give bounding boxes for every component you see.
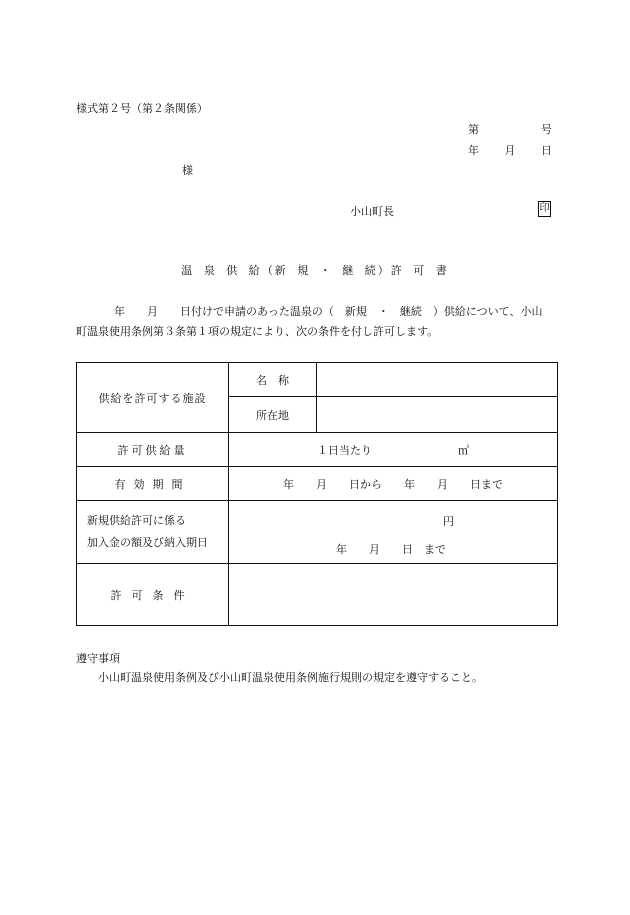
table-row-period <box>77 467 558 501</box>
seal-mark: 印 <box>538 201 551 217</box>
fee-label <box>77 501 229 564</box>
table-row-conditions <box>77 564 558 626</box>
doc-number-prefix: 第 <box>468 123 479 136</box>
compliance-title: 遵守事項 <box>76 652 120 665</box>
amount-prefix: １日当たり <box>317 443 372 457</box>
name-value <box>317 363 558 397</box>
period-value: 年 月 日から 年 月 日まで <box>229 467 558 501</box>
doc-number-suffix: 号 <box>541 123 552 136</box>
body-line-1: 年 月 日付けで申請のあった温泉の（ 新規 ・ 継続 ）供給について、小山 <box>114 305 543 318</box>
addressee-suffix: 様 <box>182 164 193 177</box>
facility-label: 供給を許可する施設 <box>77 363 229 433</box>
document-number-line <box>468 121 552 137</box>
body-paragraph <box>76 302 558 342</box>
amount-unit: ㎥ <box>458 443 469 457</box>
compliance-text: 小山町温泉使用条例及び小山町温泉使用条例施行規則の規定を遵守すること。 <box>98 671 483 684</box>
fee-date: 年 月 日 まで <box>336 543 446 556</box>
name-label: 名 称 <box>229 363 317 397</box>
body-line-2: 町温泉使用条例第３条第１項の規定により、次の条件を付し許可します。 <box>76 325 439 338</box>
fee-value <box>229 501 558 564</box>
conditions-value <box>229 564 558 626</box>
table-row-facility-name <box>77 363 558 397</box>
address-label: 所在地 <box>229 397 317 433</box>
fee-label-line-1: 新規供給許可に係る <box>87 514 186 527</box>
date-year: 年 <box>468 144 479 157</box>
permit-table <box>76 362 558 626</box>
document-title: 温 泉 供 給（新 規 ・ 継 続）許 可 書 <box>181 264 449 277</box>
form-number: 様式第２号（第２条関係） <box>76 102 208 115</box>
date-day: 日 <box>541 144 552 157</box>
document-date-line <box>468 142 552 158</box>
conditions-label: 許可条件 <box>77 564 229 626</box>
amount-value <box>229 433 558 467</box>
table-row-fee <box>77 501 558 564</box>
table-row-amount <box>77 433 558 467</box>
period-label: 有効期間 <box>77 467 229 501</box>
fee-yen: 円 <box>443 515 454 528</box>
issuer-name: 小山町長 <box>350 205 394 218</box>
date-month: 月 <box>504 144 516 157</box>
address-value <box>317 397 558 433</box>
amount-label: 許可供給量 <box>77 433 229 467</box>
fee-label-line-2: 加入金の額及び納入期日 <box>87 536 208 549</box>
